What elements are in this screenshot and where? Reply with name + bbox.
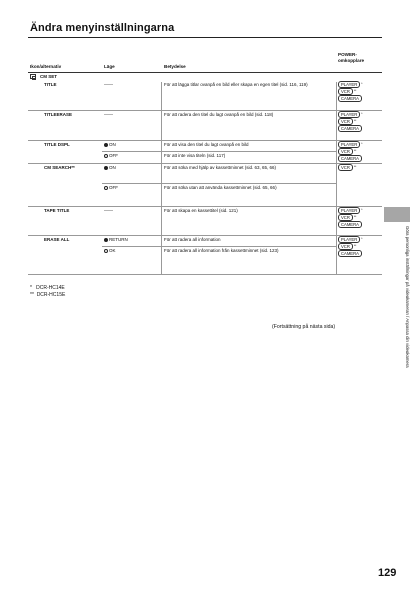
power-switch-entry <box>338 118 362 125</box>
power-switch-player: PLAYER <box>338 81 360 88</box>
footnote-1 <box>30 285 65 292</box>
power-switch-entry <box>338 141 362 148</box>
power-switch-badges <box>338 141 362 162</box>
power-switch-badges <box>338 81 362 102</box>
power-switch-vcr: VCR <box>338 243 353 250</box>
power-switch-camera: CAMERA <box>338 250 362 257</box>
footnote-2-mark: ** <box>30 292 34 298</box>
row-separator <box>28 140 382 141</box>
setting-mode <box>104 112 160 118</box>
side-tab-marker <box>384 207 410 222</box>
power-switch-player: PLAYER <box>338 141 360 148</box>
footnote-1-mark: * <box>30 285 32 291</box>
power-switch-vcr: VCR <box>338 164 353 171</box>
power-switch-camera: CAMERA <box>338 95 362 102</box>
row-separator <box>28 206 382 207</box>
setting-mode-label: OFF <box>109 153 118 158</box>
power-switch-entry <box>338 148 362 155</box>
setting-mode-label: RETURN <box>109 237 128 242</box>
col-header-power-switch <box>338 52 364 63</box>
power-switch-vcr: VCR <box>338 88 353 95</box>
setting-meaning: För att söka utan att använda kassettminnet (sid. 65, 66) <box>164 185 277 190</box>
setting-item: CM SEARCH** <box>44 165 75 170</box>
footnote-mark: * <box>361 141 363 146</box>
selected-radio-icon <box>104 143 108 147</box>
power-switch-badges <box>338 207 362 228</box>
setting-mode <box>104 237 160 243</box>
footnote-mark: * <box>361 236 363 241</box>
row-separator <box>28 163 382 164</box>
unselected-radio-icon <box>104 186 108 190</box>
footnote-mark: * <box>361 111 363 116</box>
power-switch-entry <box>338 155 362 162</box>
footnote-mark: ** <box>353 118 357 123</box>
footnote-mark: ** <box>353 214 357 219</box>
page-number: 129 <box>378 567 397 579</box>
power-switch-camera: CAMERA <box>338 221 362 228</box>
power-switch-entry <box>338 164 356 171</box>
section-label: CM SET <box>40 74 58 79</box>
setting-meaning: För att lägga titlar ovanpå en bild eller skapa en egen titel (sid. 116, 119) <box>164 82 308 87</box>
unselected-radio-icon <box>104 154 108 158</box>
setting-mode-label: —— <box>104 82 113 87</box>
row-separator <box>28 274 382 275</box>
setting-mode <box>104 82 160 88</box>
power-switch-entry <box>338 221 362 228</box>
setting-meaning: För att radera all information <box>164 237 221 242</box>
entry-separator <box>102 246 336 247</box>
side-tab-text: Göra personliga inställningar på videokameran / Anpassa din videokamera <box>405 226 410 368</box>
column-divider-power <box>336 82 337 274</box>
selected-radio-icon <box>104 238 108 242</box>
power-switch-vcr: VCR <box>338 214 353 221</box>
power-switch-entry <box>338 81 362 88</box>
footnote-2 <box>30 292 65 299</box>
setting-meaning: För att visa den titel du lagt ovanpå en bild <box>164 142 249 147</box>
setting-mode <box>104 185 160 191</box>
title-rule <box>28 37 382 38</box>
setting-meaning: För att inte visa titeln (sid. 117) <box>164 153 226 158</box>
power-switch-badges <box>338 164 356 171</box>
col-header-power-line1: POWER- <box>338 52 357 57</box>
power-switch-vcr: VCR <box>338 148 353 155</box>
setting-meaning: För att skapa en kassettitel (sid. 121) <box>164 208 238 213</box>
continuation-note: (Fortsättning på nästa sida) <box>272 324 336 330</box>
power-switch-entry <box>338 111 362 118</box>
power-switch-vcr: VCR <box>338 118 353 125</box>
setting-item: TAPE TITLE <box>44 208 70 213</box>
column-divider-meaning <box>161 82 162 274</box>
power-switch-entry <box>338 236 362 243</box>
footnote-mark: * <box>361 81 363 86</box>
power-switch-entry <box>338 95 362 102</box>
unselected-radio-icon <box>104 249 108 253</box>
power-switch-camera: CAMERA <box>338 155 362 162</box>
footnote-mark: ** <box>353 88 357 93</box>
power-switch-entry <box>338 207 362 214</box>
power-switch-camera: CAMERA <box>338 125 362 132</box>
power-switch-entry <box>338 125 362 132</box>
setting-mode <box>104 165 160 171</box>
col-header-mode: Läge <box>104 64 115 69</box>
setting-mode-label: —— <box>104 112 113 117</box>
power-switch-entry <box>338 243 362 250</box>
col-header-power-line2: omkopplare <box>338 57 365 63</box>
row-separator <box>28 110 382 111</box>
footnote-mark: ** <box>353 243 357 248</box>
setting-item: TITLE <box>44 82 57 87</box>
entry-separator <box>102 183 336 184</box>
power-switch-player: PLAYER <box>338 236 360 243</box>
setting-mode-label: ON <box>109 165 116 170</box>
footnote-1-text: DCR-HC14E <box>36 285 65 291</box>
footnote-mark: ** <box>353 148 357 153</box>
setting-mode <box>104 142 160 148</box>
header-rule <box>28 72 382 73</box>
setting-mode-label: OFF <box>109 185 118 190</box>
page-title: Ändra menyinställningarna <box>30 22 175 34</box>
setting-mode <box>104 208 160 214</box>
power-switch-entry <box>338 250 362 257</box>
setting-mode <box>104 248 160 254</box>
setting-item: TITLE DSPL <box>44 142 70 147</box>
setting-meaning: För att söka med hjälp av kassettminnet (sid. 63, 65, 66) <box>164 165 277 170</box>
setting-meaning: För att radera all information från kassettminnet (sid. 123) <box>164 248 279 253</box>
cassette-memory-icon <box>30 74 36 79</box>
power-switch-badges <box>338 111 362 132</box>
power-switch-player: PLAYER <box>338 207 360 214</box>
footnote-2-text: DCR-HC15E <box>36 292 66 298</box>
col-header-icon-item: Ikon/alternativ <box>30 64 62 69</box>
footnote-mark: * <box>361 207 363 212</box>
setting-mode <box>104 153 160 159</box>
setting-mode-label: ON <box>109 142 116 147</box>
setting-mode-label: OK <box>109 248 116 253</box>
power-switch-entry <box>338 214 362 221</box>
entry-separator <box>102 151 336 152</box>
setting-meaning: För att radera den titel du lagt ovanpå en bild (sid. 118) <box>164 112 274 117</box>
power-switch-badges <box>338 236 362 257</box>
row-separator <box>28 235 382 236</box>
setting-item: ERASE ALL <box>44 237 70 242</box>
setting-item: TITLEERASE <box>44 112 73 117</box>
col-header-meaning: Betydelse <box>164 64 186 69</box>
footnote-mark: ** <box>353 164 357 169</box>
selected-radio-icon <box>104 166 108 170</box>
power-switch-player: PLAYER <box>338 111 360 118</box>
power-switch-entry <box>338 88 362 95</box>
setting-mode-label: —— <box>104 208 113 213</box>
